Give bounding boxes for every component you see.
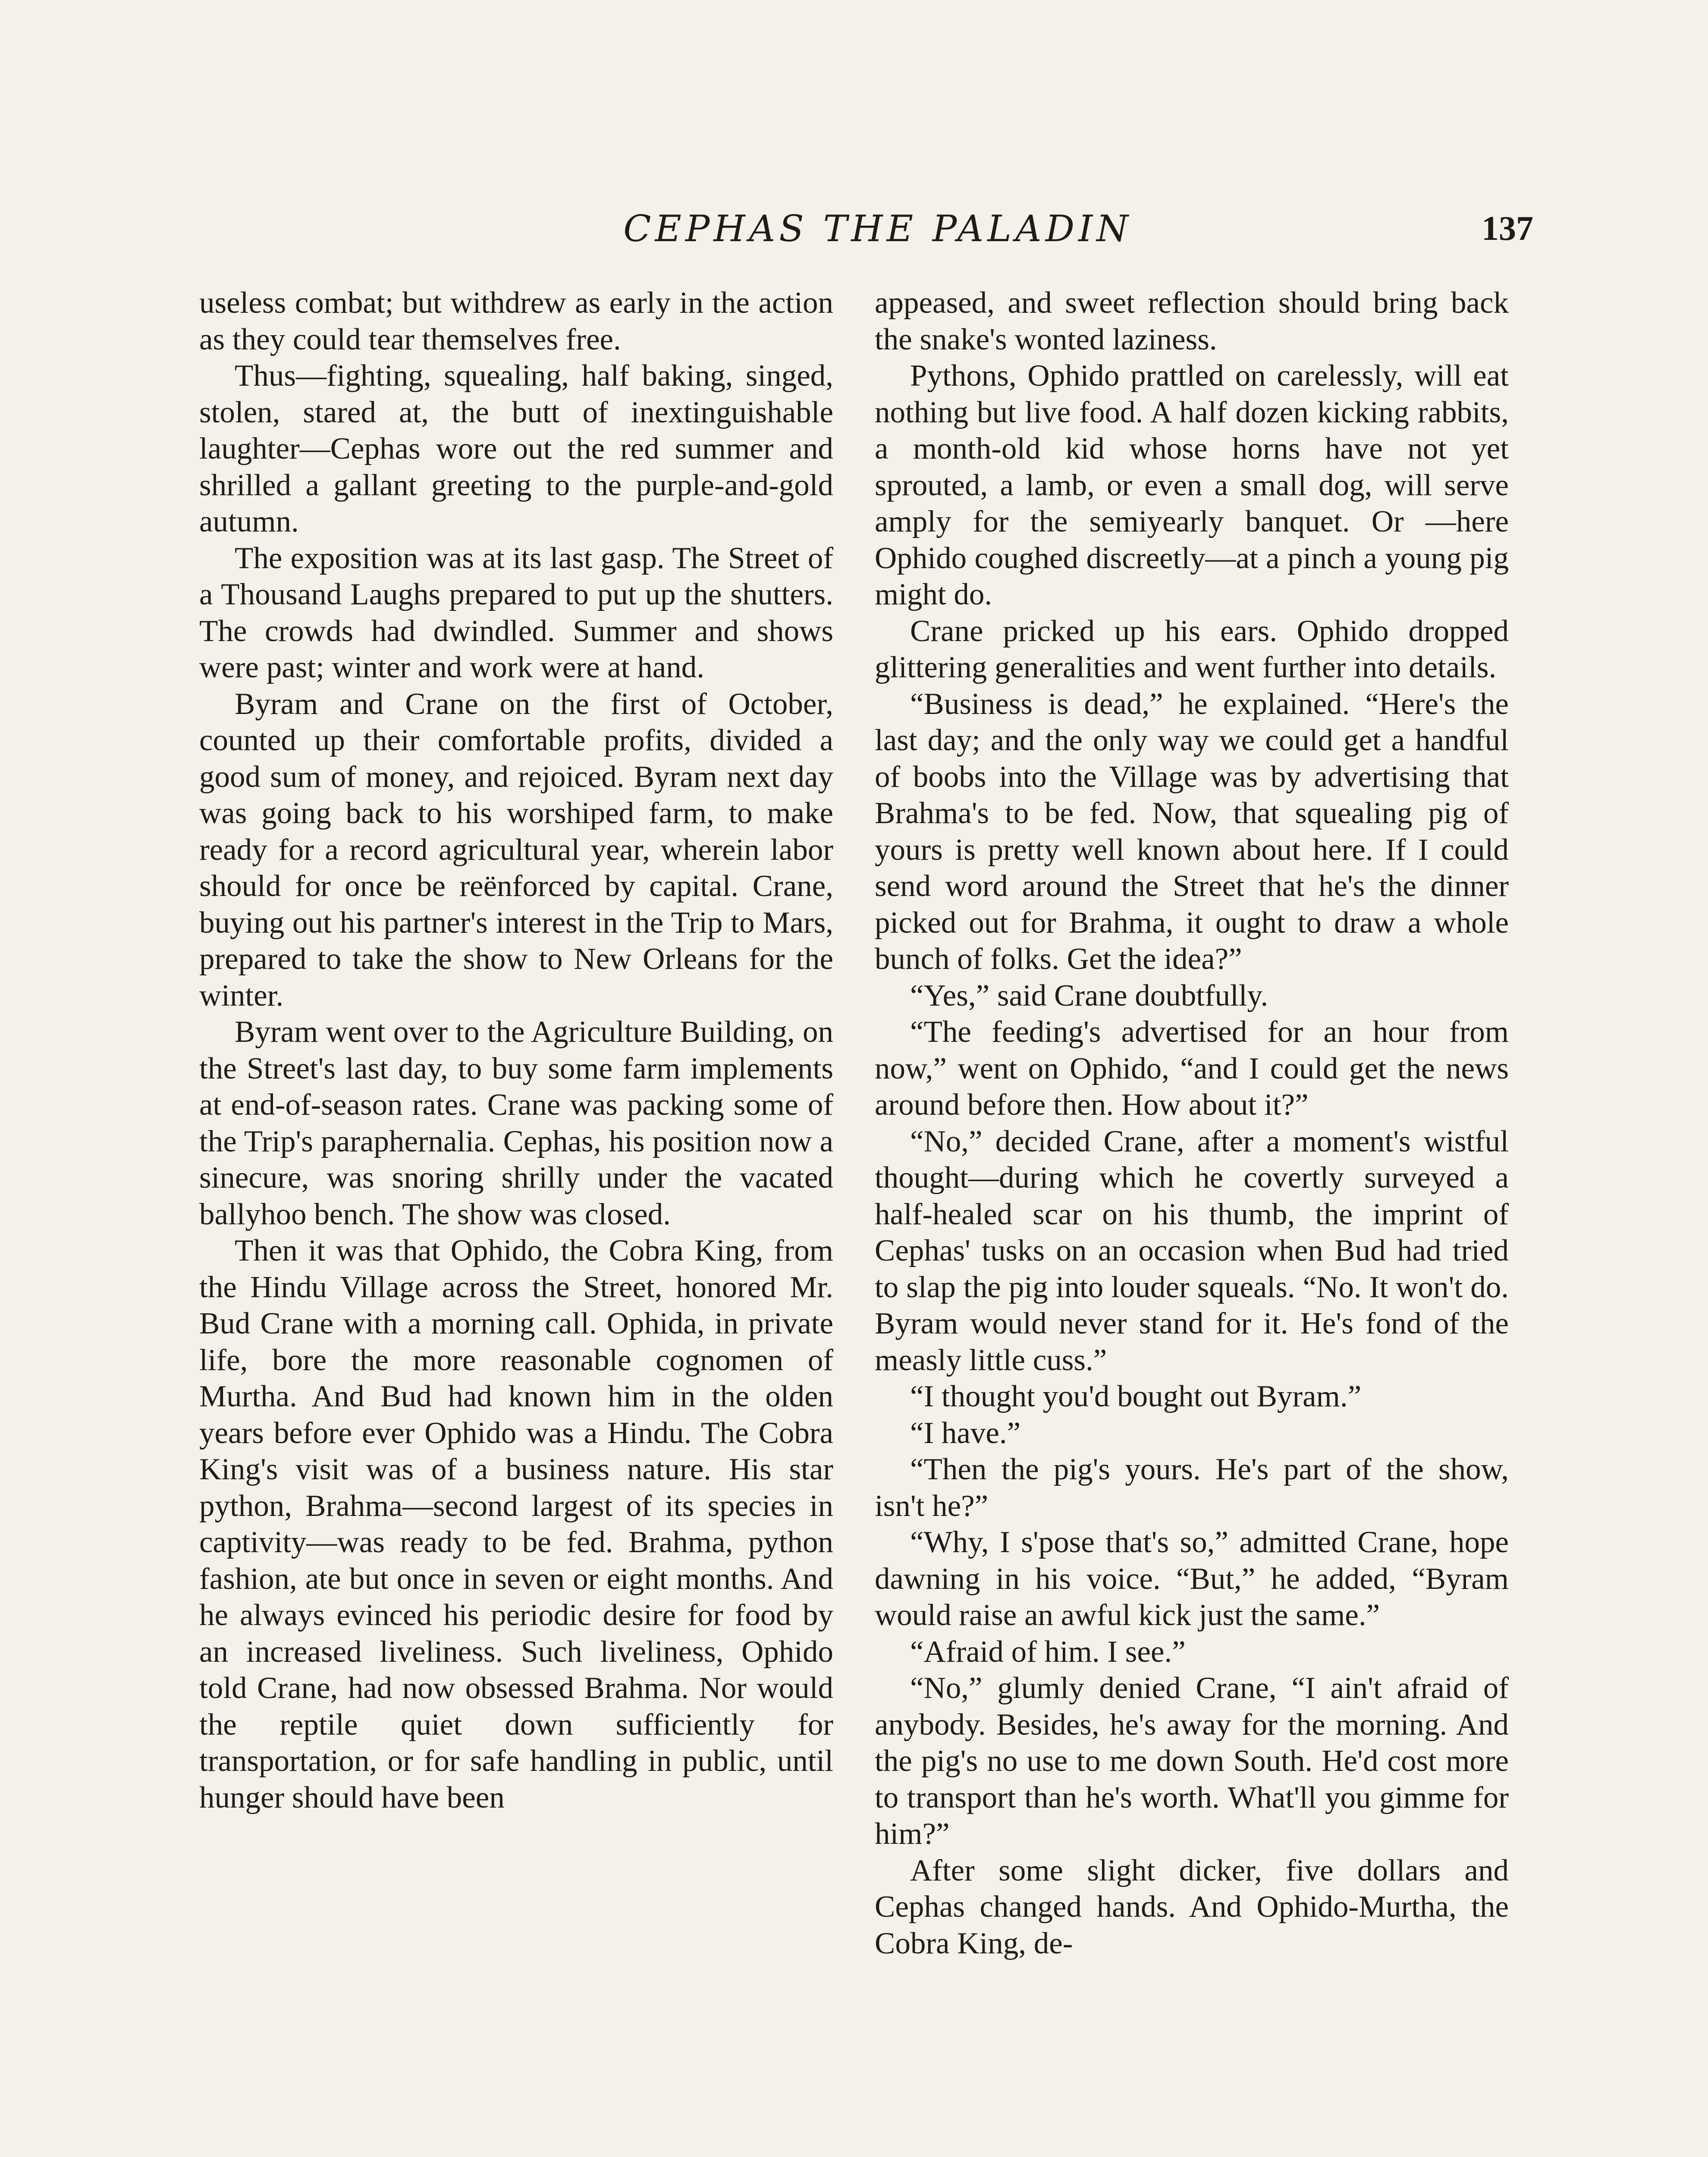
- paragraph: appeased, and sweet reflection should bring back the snake's wonted laziness.: [875, 286, 1509, 356]
- running-title: CEPHAS THE PALADIN: [623, 208, 1132, 250]
- paragraph: After some slight dicker, five dollars and Cephas changed hands. And Ophido-Murtha, the Cobra King, de-: [875, 1853, 1509, 1960]
- paragraph: “Why, I s'pose that's so,” admitted Crane, hope dawning in his voice. “But,” he added, “Byram would raise an awful kick just the same.”: [875, 1525, 1509, 1632]
- paragraph: Thus—fighting, squealing, half baking, singed, stolen, stared at, the butt of inextinguishable laughter—Cephas wore out the red summer and shrilled a gallant greeting to the purple-and-gold autumn.: [199, 359, 833, 538]
- page-header: [0, 196, 1708, 261]
- paragraph: Then it was that Ophido, the Cobra King, from the Hindu Village across the Street, honored Mr. Bud Crane with a morning call. Ophida, in private life, bore the more reasonable cognomen of Murtha. And Bud had known him in the olden years before ever Ophido was a Hindu. The Cobra King's visit was of a business nature. His star python, Brahma—second largest of its species in captivity—was ready to be fed. Brahma, python fashion, ate but once in seven or eight months. And he always evinced his periodic desire for food by an increased liveliness. Such liveliness, Ophido told Crane, had now obsessed Brahma. Nor would the reptile quiet down sufficiently for transportation, or for safe handling in public, until hunger should have been: [199, 1234, 833, 1814]
- paragraph: useless combat; but withdrew as early in the action as they could tear themselves free.: [199, 286, 833, 356]
- paragraph: “Afraid of him. I see.”: [910, 1635, 1186, 1669]
- paragraph: “No,” glumly denied Crane, “I ain't afraid of anybody. Besides, he's away for the morning. And the pig's no use to me down South. He'd cost more to transport than he's worth. What'll you gimme for him?”: [875, 1671, 1509, 1851]
- page-number: 137: [1482, 210, 1533, 248]
- paragraph: “Then the pig's yours. He's part of the show, isn't he?”: [875, 1453, 1509, 1523]
- paragraph: “No,” decided Crane, after a moment's wistful thought—during which he covertly surveyed a half-healed scar on his thumb, the imprint of Cephas' tusks on an occasion when Bud had tried to slap the pig into louder squeals. “No. It won't do. Byram would never stand for it. He's fond of the measly little cuss.”: [875, 1124, 1509, 1377]
- paragraph: The exposition was at its last gasp. The Street of a Thousand Laughs prepared to put up the shutters. The crowds had dwindled. Summer and shows were past; winter and work were at hand.: [199, 541, 833, 684]
- paragraph: “I thought you'd bought out Byram.”: [910, 1380, 1362, 1413]
- paragraph: “Yes,” said Crane doubtfully.: [910, 978, 1268, 1012]
- paragraph: Byram went over to the Agriculture Building, on the Street's last day, to buy some farm implements at end-of-season rates. Crane was packing some of the Trip's paraphernalia. Cephas, his position now a sinecure, was snoring shrilly under the vacated ballyhoo bench. The show was closed.: [199, 1015, 833, 1231]
- left-column: [199, 285, 833, 2157]
- paragraph: Pythons, Ophido prattled on carelessly, will eat nothing but live food. A half dozen kicking rabbits, a month-old kid whose horns have not yet sprouted, a lamb, or even a small dog, will serve amply for the semiyearly banquet. Or —here Ophido coughed discreetly—at a pinch a young pig might do.: [875, 359, 1509, 611]
- paragraph: “Business is dead,” he explained. “Here's the last day; and the only way we could get a handful of boobs into the Village was by advertising that Brahma's to be fed. Now, that squealing pig of yours is pretty well known about here. If I could send word around the Street that he's the dinner picked out for Brahma, it ought to draw a whole bunch of folks. Get the idea?”: [875, 687, 1509, 976]
- paragraph: Byram and Crane on the first of October, counted up their comfortable profits, divided a good sum of money, and rejoiced. Byram next day was going back to his worshiped farm, to make ready for a record agricultural year, wherein labor should for once be reënforced by capital. Crane, buying out his partner's interest in the Trip to Mars, prepared to take the show to New Orleans for the winter.: [199, 687, 833, 1012]
- paragraph: Crane pricked up his ears. Ophido dropped glittering generalities and went further into details.: [875, 614, 1509, 684]
- paragraph: “The feeding's advertised for an hour from now,” went on Ophido, “and I could get the news around before then. How about it?”: [875, 1015, 1509, 1122]
- paragraph: “I have.”: [910, 1416, 1021, 1450]
- right-column: [875, 285, 1509, 2157]
